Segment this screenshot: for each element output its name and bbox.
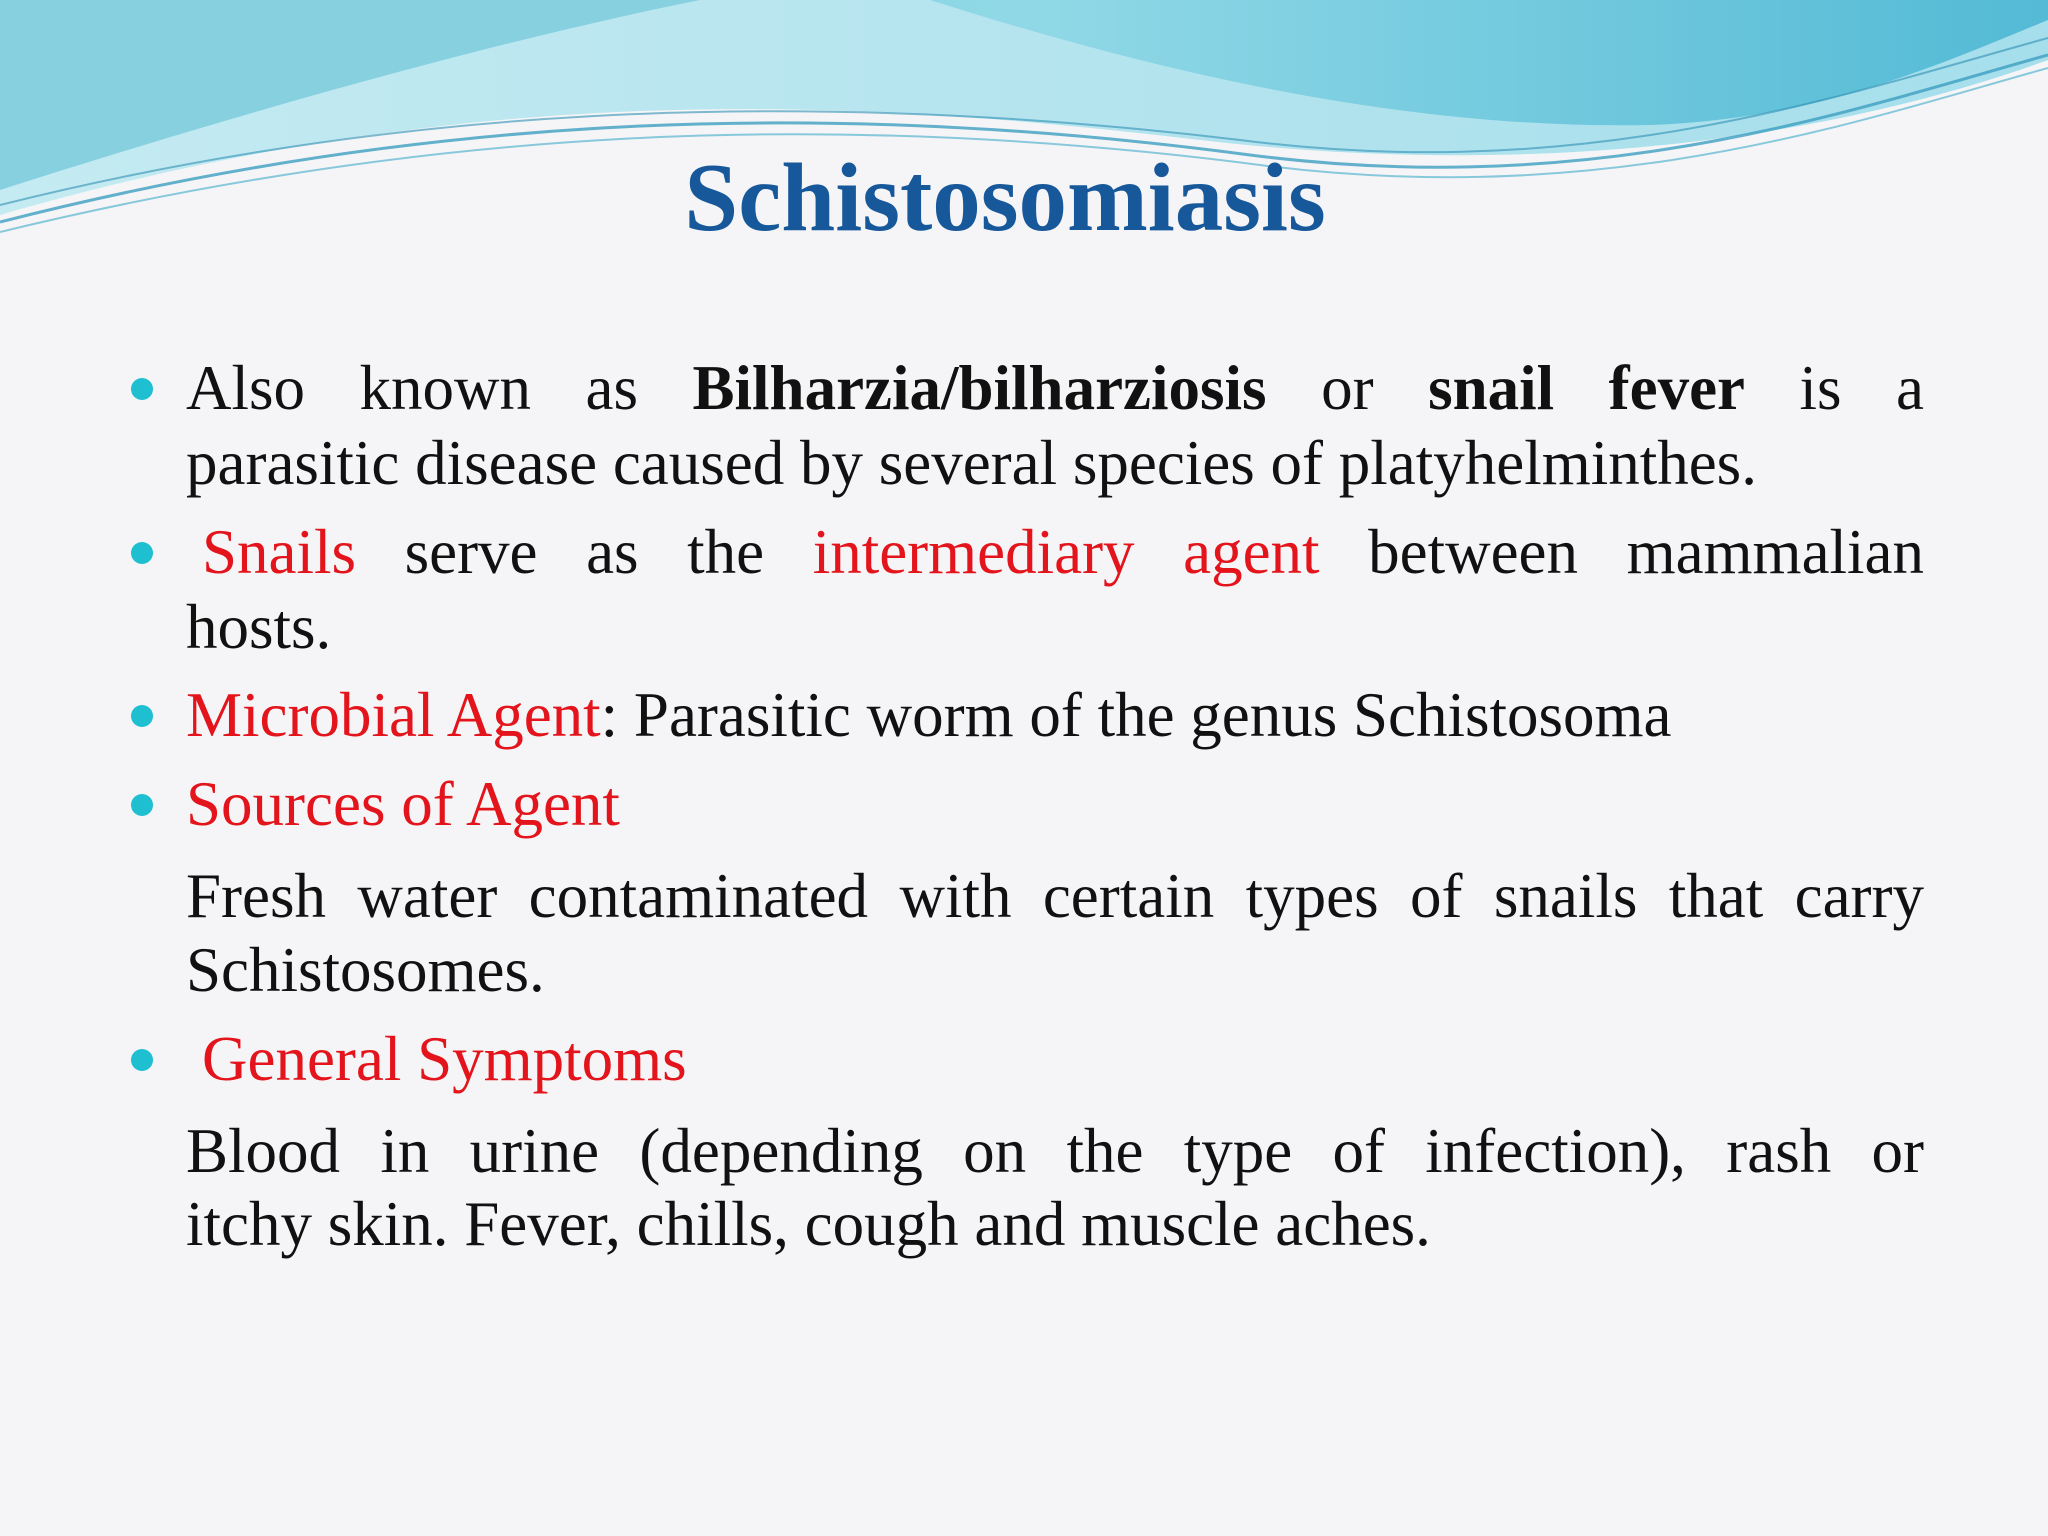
bullet-4-detail-line-2: Schistosomes. — [186, 935, 545, 1005]
bullet-5-detail-line-2: itchy skin. Fever, chills, cough and muscle aches. — [186, 1189, 1431, 1259]
bullet-2-line-1 — [186, 514, 1924, 590]
bullet-5-label: General Symptoms — [202, 1024, 687, 1094]
slide-title: Schistosomiasis — [684, 144, 1326, 251]
bullet-1-line-1 — [186, 350, 1924, 426]
bullet-point-icon — [131, 705, 153, 727]
bullet-point-icon — [131, 542, 153, 564]
bullet-point-icon — [131, 1049, 153, 1071]
bullet-3-label: Microbial Agent — [186, 680, 601, 750]
bullet-5-detail-line-1: Blood in urine (depending on the type of infection), rash or — [186, 1116, 1924, 1186]
bullet-point-icon — [131, 794, 153, 816]
bullet-2-text: between mammalian — [1319, 517, 1924, 587]
bullet-1-text: or — [1266, 353, 1429, 423]
bullet-1-line-2: parasitic disease caused by several species of platyhelminthes. — [186, 428, 1757, 498]
bullet-4-detail-line-1: Fresh water contaminated with certain types of snails that carry — [186, 861, 1924, 931]
bullet-2-text: serve as the — [356, 517, 813, 587]
bullet-3-text: : Parasitic worm of the genus Schistosoma — [600, 680, 1672, 750]
bullet-1-text: Also known as — [186, 353, 693, 423]
bullet-2-term-intermediary-agent: intermediary agent — [812, 517, 1320, 587]
bullet-1-term-bilharzia: Bilharzia/bilharziosis — [692, 353, 1267, 423]
bullet-point-icon — [131, 378, 153, 400]
bullet-4-label: Sources of Agent — [186, 769, 620, 839]
bullet-2-term-snails: Snails — [202, 517, 357, 587]
bullet-1-term-snail-fever: snail fever — [1428, 353, 1745, 423]
bullet-1-text: is a — [1745, 353, 1924, 423]
bullet-2-line-2: hosts. — [186, 592, 332, 662]
bullet-3-line — [186, 677, 1924, 753]
